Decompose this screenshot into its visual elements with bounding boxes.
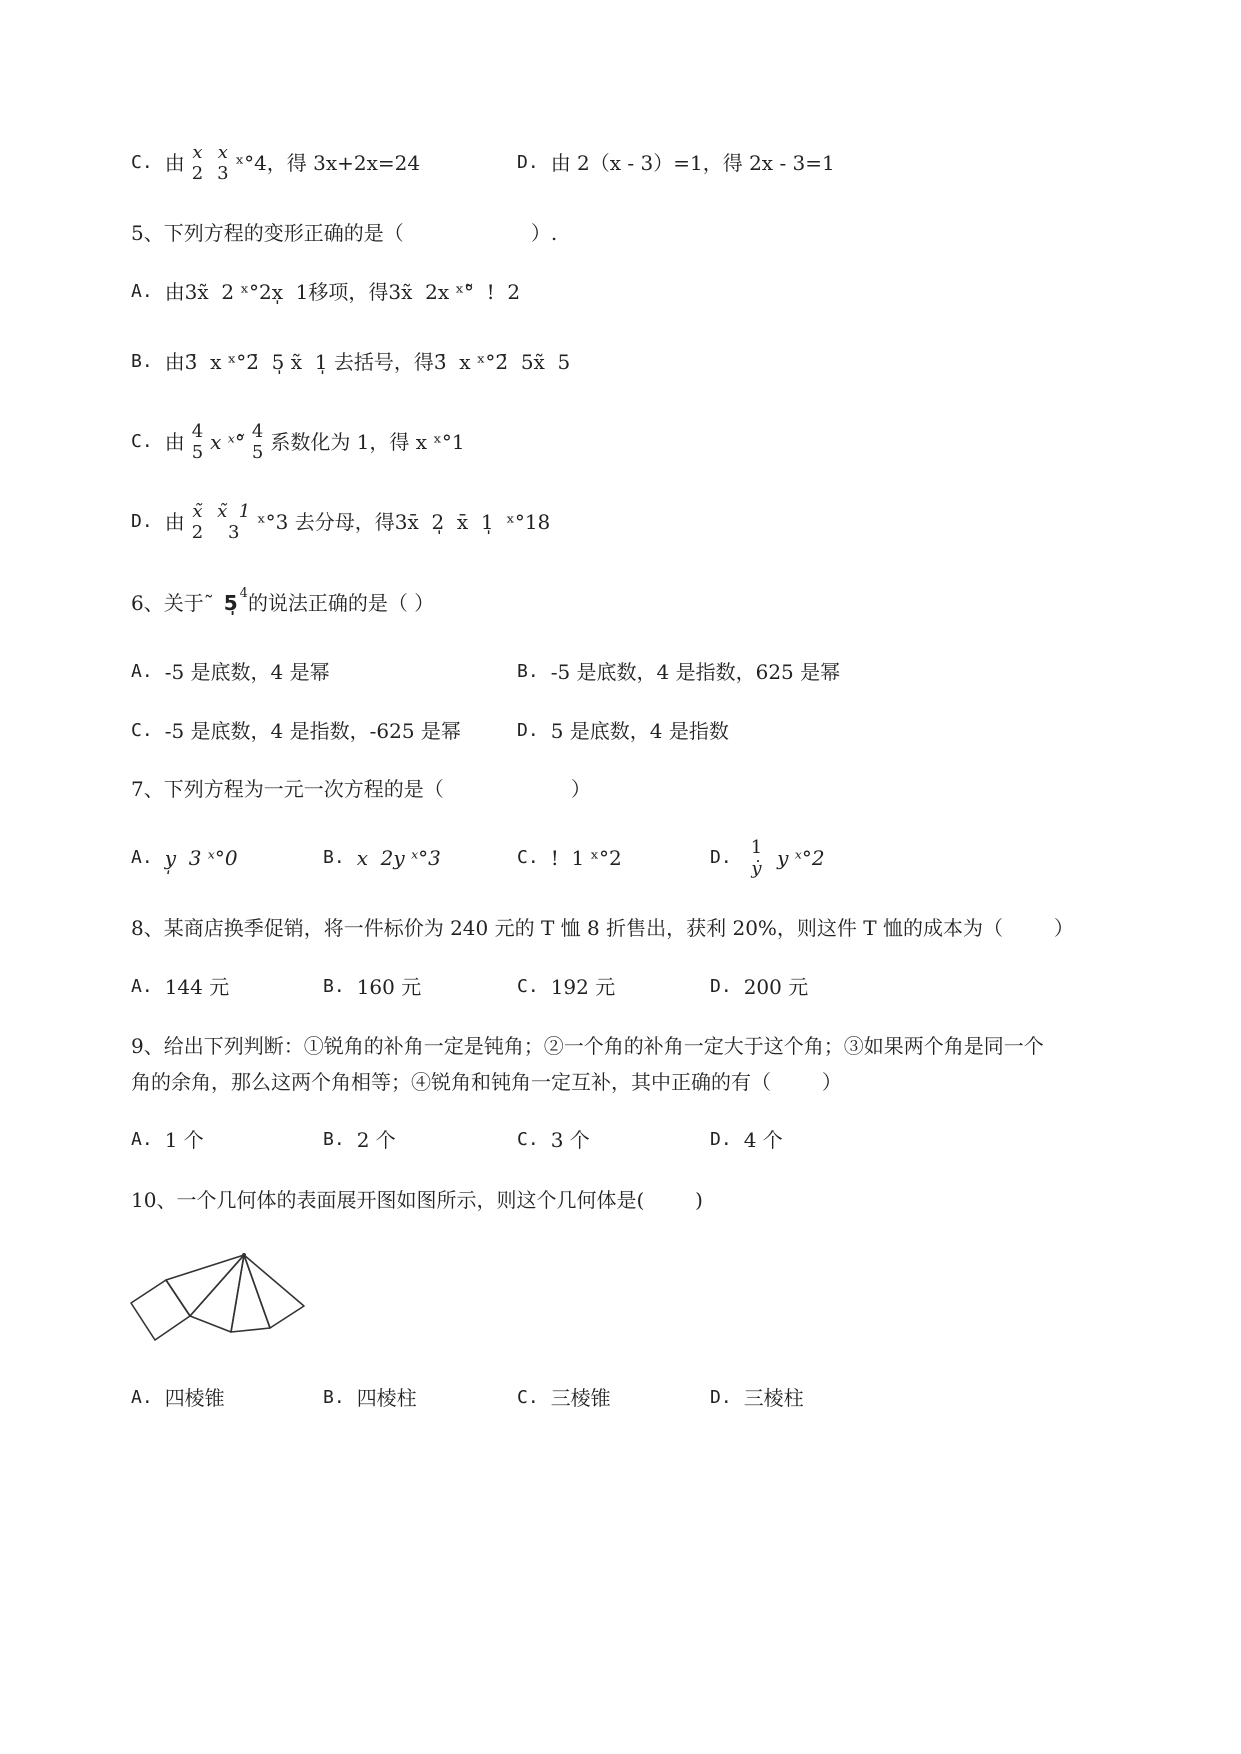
option-label: A. <box>131 1129 153 1150</box>
option-label: C. <box>517 1129 539 1150</box>
q7-option-c <box>517 846 622 870</box>
option-text: 三棱柱 <box>743 1386 804 1410</box>
option-text: 由 <box>164 430 185 454</box>
fraction-numerator: x <box>217 142 228 163</box>
option-text: ˣ°3 去分母，得3x̄ 2̩ x̄ 1̩ ˣ°18 <box>257 510 551 534</box>
fraction <box>751 837 762 879</box>
stem-glyph: ˜ <box>203 591 214 615</box>
q8-option-d <box>710 975 808 999</box>
option-text: 144 元 <box>164 975 230 999</box>
option-text: 由 <box>164 151 185 175</box>
option-text: 由 2（x - 3）=1，得 2x - 3=1 <box>550 151 835 175</box>
fraction-denominator: ẏ <box>751 858 762 879</box>
stem-text: 6、关于 <box>131 591 204 615</box>
q6-option-b <box>517 660 840 684</box>
option-text: 四棱柱 <box>356 1386 417 1410</box>
q10-option-d <box>710 1386 804 1410</box>
q9-option-b <box>323 1128 396 1152</box>
option-label: D. <box>131 511 153 532</box>
q7-stem: 7、下列方程为一元一次方程的是（ ） <box>131 777 591 801</box>
option-text: 由3̄ x ˣ°2̄ 5̩ x̃ 1̩ 去括号，得3̄ x ˣ°2̄ 5x̃ 5 <box>164 350 571 374</box>
option-text: x ˣ°̃ <box>210 430 245 454</box>
fraction <box>252 421 263 463</box>
q5-option-b <box>131 350 570 374</box>
q9-stem-line-2: 角的余角，那么这两个角相等；④锐角和钝角一定互补，其中正确的有（ ） <box>131 1070 842 1094</box>
option-label: C. <box>131 431 153 452</box>
q9-option-c <box>517 1128 590 1152</box>
option-text: 2 个 <box>356 1128 396 1152</box>
q10-stem: 10、一个几何体的表面展开图如图所示，则这个几何体是( ) <box>131 1188 703 1212</box>
q9-option-d <box>710 1128 783 1152</box>
q10-option-c <box>517 1386 611 1410</box>
fraction-numerator: 4 <box>191 421 204 442</box>
q10-option-a <box>131 1386 225 1410</box>
q4-option-d <box>517 151 835 175</box>
q8-option-b <box>323 975 421 999</box>
option-label: C. <box>131 720 153 741</box>
fraction-denominator: 5 <box>251 442 264 463</box>
q5-option-c <box>131 420 465 464</box>
fraction <box>217 501 250 543</box>
q10-option-b <box>323 1386 417 1410</box>
power-exponent: 4 <box>239 586 248 601</box>
q5-option-d <box>131 500 550 544</box>
option-label: B. <box>323 1387 345 1408</box>
stem-text: 的说法正确的是（ ） <box>247 591 435 615</box>
option-text: 4 个 <box>743 1128 783 1152</box>
option-label: D. <box>710 847 732 868</box>
option-label: B. <box>131 351 153 372</box>
fraction-numerator: x̃ 1 <box>217 501 251 522</box>
fraction-numerator: x <box>192 142 203 163</box>
option-text: 由3x̃ 2 ˣ°2x̩ 1移项，得3x̃ 2x ˣ°̃ ! 2 <box>164 280 521 304</box>
option-label: A. <box>131 281 153 302</box>
fraction-numerator: x̃ <box>192 501 203 522</box>
option-text: x 2y ˣ°3 <box>356 846 441 870</box>
net-apex-dot <box>242 1253 246 1257</box>
fraction-numerator: 4 <box>251 421 264 442</box>
option-text: 四棱锥 <box>164 1386 225 1410</box>
option-label: C. <box>517 976 539 997</box>
q5-stem: 5、下列方程的变形正确的是（ ）. <box>131 221 558 245</box>
q7-option-b <box>323 846 441 870</box>
option-label: D. <box>710 1387 732 1408</box>
option-label: C. <box>517 1387 539 1408</box>
option-text: y ˣ°2 <box>777 846 825 870</box>
option-text: 由 <box>164 510 185 534</box>
option-text: 3 个 <box>550 1128 590 1152</box>
q7-option-a <box>131 846 238 870</box>
net-triangle-face-1 <box>166 1255 244 1316</box>
option-label: D. <box>517 152 539 173</box>
option-text: -5 是底数，4 是指数，625 是幂 <box>550 660 841 684</box>
option-label: B. <box>323 1129 345 1150</box>
option-label: C. <box>131 152 153 173</box>
fraction <box>192 142 203 184</box>
pyramid-net-figure <box>120 1245 320 1355</box>
q9-stem-line-1: 9、给出下列判断：①锐角的补角一定是钝角；②一个角的补角一定大于这个角；③如果两个角是同一个 <box>131 1034 1044 1058</box>
power-base: 5̩ <box>223 591 238 615</box>
option-text: ˣ°4，得 3x+2x=24 <box>235 151 421 175</box>
option-text: 1 个 <box>164 1128 204 1152</box>
net-triangle-face-2 <box>190 1255 244 1332</box>
option-label: C. <box>517 847 539 868</box>
q6-option-a <box>131 660 330 684</box>
q6-stem <box>131 586 435 615</box>
option-label: B. <box>323 976 345 997</box>
fraction-denominator: 5 <box>191 442 204 463</box>
net-square-face <box>131 1280 190 1340</box>
q6-option-c <box>131 719 461 743</box>
option-text: -5 是底数，4 是幂 <box>164 660 330 684</box>
option-label: A. <box>131 1387 153 1408</box>
option-text: 160 元 <box>356 975 422 999</box>
option-text: 5 是底数，4 是指数 <box>550 719 729 743</box>
fraction-denominator: 3 <box>217 163 229 184</box>
q8-option-a <box>131 975 229 999</box>
q4-option-c <box>131 141 420 185</box>
option-text: 192 元 <box>550 975 616 999</box>
option-text: ! 1 ˣ°2 <box>550 846 622 870</box>
fraction <box>192 501 203 543</box>
fraction-denominator: 2 <box>191 522 204 543</box>
q6-option-d <box>517 719 729 743</box>
q8-stem: 8、某商店换季促销，将一件标价为 240 元的 T 恤 8 折售出，获利 20%，则这件 T 恤的成本为（ ） <box>131 916 1074 940</box>
option-text: y̩ 3 ˣ°0 <box>164 846 238 870</box>
option-label: D. <box>710 1129 732 1150</box>
option-label: A. <box>131 976 153 997</box>
option-label: B. <box>323 847 345 868</box>
fraction-denominator: 3 <box>227 522 240 543</box>
option-text: 系数化为 1，得 x ˣ°1 <box>270 430 465 454</box>
q5-option-a <box>131 280 520 304</box>
option-label: D. <box>710 976 732 997</box>
fraction-denominator: 2 <box>191 163 204 184</box>
q9-option-a <box>131 1128 204 1152</box>
option-label: D. <box>517 720 539 741</box>
q8-option-c <box>517 975 615 999</box>
option-text: -5 是底数，4 是指数，-625 是幂 <box>164 719 461 743</box>
fraction-numerator: 1 <box>750 837 763 858</box>
net-triangle-face-3 <box>231 1255 270 1332</box>
option-label: B. <box>517 661 539 682</box>
q7-option-d <box>710 836 825 880</box>
option-text: 三棱锥 <box>550 1386 611 1410</box>
fraction <box>217 142 228 184</box>
net-triangle-face-4 <box>244 1255 304 1328</box>
option-label: A. <box>131 847 153 868</box>
option-text: 200 元 <box>743 975 809 999</box>
fraction <box>192 421 203 463</box>
option-label: A. <box>131 661 153 682</box>
